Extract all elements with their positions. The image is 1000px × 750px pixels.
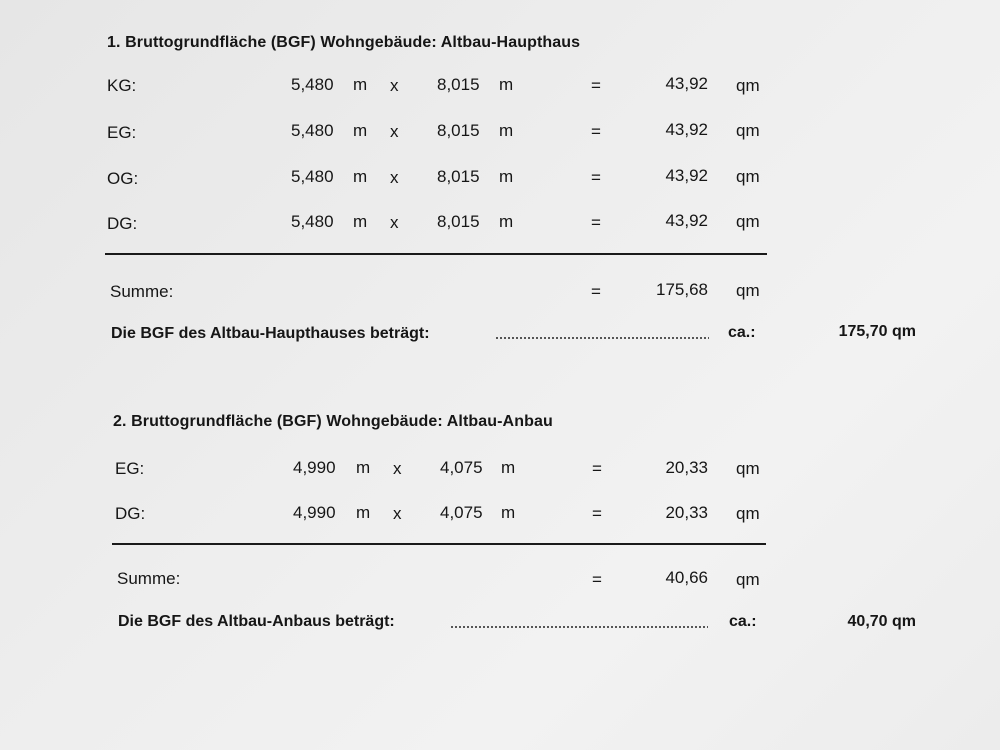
row-area-unit: qm: [736, 459, 760, 478]
row-equals: =: [591, 213, 601, 232]
sum-equals: =: [592, 570, 602, 589]
sum-divider: [105, 253, 767, 255]
row-unit: m: [356, 458, 371, 477]
row-width: 8,015: [437, 167, 480, 186]
row-unit: m: [353, 121, 368, 140]
row-area-unit: qm: [736, 504, 760, 523]
sum-equals: =: [591, 282, 601, 301]
row-area: 43,92: [665, 166, 708, 185]
result-text: Die BGF des Altbau-Haupthauses beträgt:: [111, 325, 430, 342]
section1-heading: 1. Bruttogrundfläche (BGF) Wohngebäude: Altbau-Haupthaus: [107, 34, 581, 51]
row-times: x: [390, 213, 399, 232]
sum-label: Summe:: [117, 569, 181, 588]
row-unit: m: [353, 212, 368, 231]
row-length: 4,990: [293, 503, 336, 522]
row-length: 5,480: [291, 121, 334, 140]
result-value: 40,70 qm: [847, 613, 916, 630]
row-length: 5,480: [291, 167, 334, 186]
row-times: x: [390, 76, 399, 95]
row-equals: =: [591, 76, 601, 95]
row-area-unit: qm: [736, 121, 760, 140]
row-label: DG:: [115, 504, 146, 523]
row-equals: =: [591, 122, 601, 141]
row-area-unit: qm: [736, 76, 760, 95]
sum-area-unit: qm: [736, 570, 760, 589]
row-width: 8,015: [437, 75, 480, 94]
row-unit: m: [499, 212, 514, 231]
row-area: 20,33: [665, 458, 708, 477]
row-width: 4,075: [440, 503, 483, 522]
leader-dots: [450, 626, 708, 628]
row-equals: =: [592, 459, 602, 478]
row-unit: m: [353, 167, 368, 186]
result-ca: ca.:: [729, 613, 757, 630]
leader-dots: [495, 337, 709, 339]
row-unit: m: [499, 121, 514, 140]
sum-label: Summe:: [110, 282, 174, 301]
row-length: 4,990: [293, 458, 336, 477]
row-area: 20,33: [665, 503, 708, 522]
row-times: x: [393, 504, 402, 523]
row-label: EG:: [115, 459, 145, 478]
row-times: x: [393, 459, 402, 478]
row-area: 43,92: [665, 74, 708, 93]
row-width: 8,015: [437, 212, 480, 231]
row-width: 4,075: [440, 458, 483, 477]
row-unit: m: [499, 75, 514, 94]
row-width: 8,015: [437, 121, 480, 140]
row-length: 5,480: [291, 75, 334, 94]
sum-area: 40,66: [665, 568, 708, 587]
section2-heading: 2. Bruttogrundfläche (BGF) Wohngebäude: Altbau-Anbau: [113, 413, 553, 430]
row-equals: =: [591, 168, 601, 187]
row-area-unit: qm: [736, 167, 760, 186]
row-equals: =: [592, 504, 602, 523]
result-ca: ca.:: [728, 324, 756, 341]
row-area-unit: qm: [736, 212, 760, 231]
row-unit: m: [353, 75, 368, 94]
row-times: x: [390, 168, 399, 187]
row-label: DG:: [107, 214, 138, 233]
row-unit: m: [501, 503, 516, 522]
row-unit: m: [356, 503, 371, 522]
sum-area-unit: qm: [736, 281, 760, 300]
result-value: 175,70 qm: [838, 323, 916, 340]
sum-area: 175,68: [656, 280, 708, 299]
row-unit: m: [501, 458, 516, 477]
row-area: 43,92: [665, 120, 708, 139]
row-unit: m: [499, 167, 514, 186]
result-text: Die BGF des Altbau-Anbaus beträgt:: [118, 613, 395, 630]
row-label: KG:: [107, 76, 137, 95]
row-length: 5,480: [291, 212, 334, 231]
row-area: 43,92: [665, 211, 708, 230]
row-label: OG:: [107, 169, 139, 188]
row-label: EG:: [107, 123, 137, 142]
row-times: x: [390, 122, 399, 141]
sum-divider: [112, 543, 766, 545]
